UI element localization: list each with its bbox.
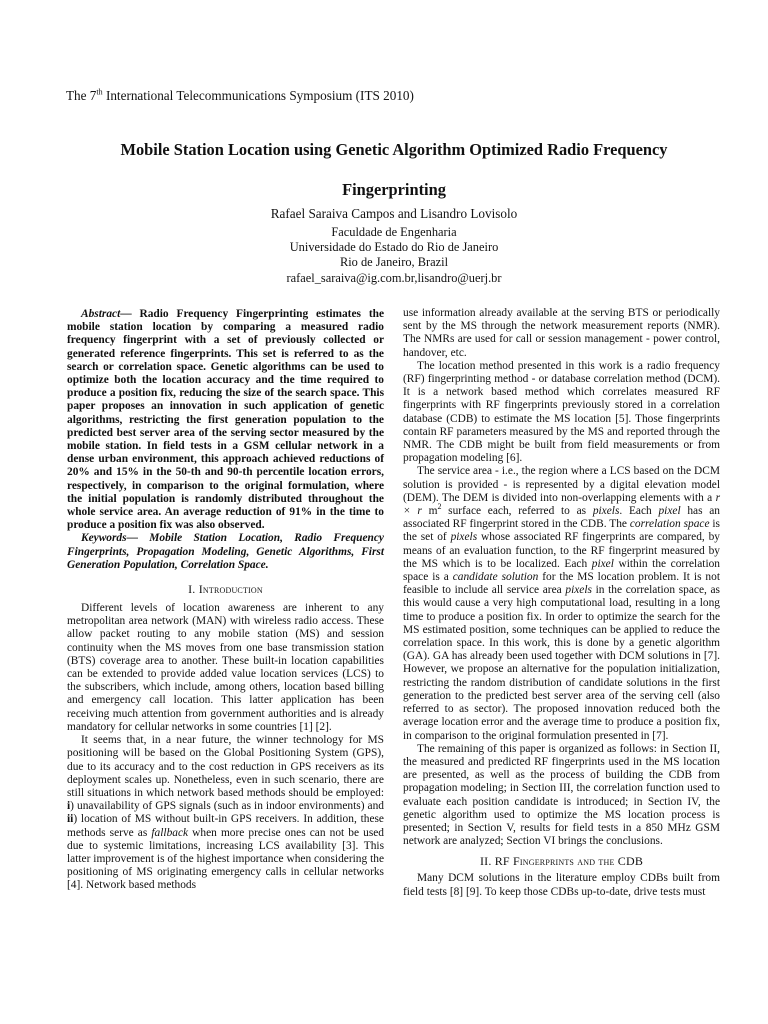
- abstract-label: Abstract: [81, 308, 121, 320]
- affiliation-university: Universidade do Estado do Rio de Janeiro: [289, 240, 499, 255]
- keywords-label: Keywords: [81, 532, 127, 545]
- conference-header: [66, 88, 706, 104]
- abstract: [67, 308, 384, 532]
- intro-paragraph-1: Different levels of location awareness are inherent to any metropolitan area network (MAN) with wireless radio access. These allow packet routing to any mobile station (MS) and session continuity when the MS moves from one base transmission station (BTS) coverage area to another. These built-in location capabilities can be extended to provide added value location services (LCS) to the subscribers, which include, among others, location based billing and emergency call location. This latter application has been receiving much attention from government authorities and is already mandatory for cellular networks in some countries [1] [2].: [67, 602, 384, 733]
- conference-post: International Telecommunications Symposium (ITS 2010): [102, 88, 414, 103]
- left-column: [67, 308, 384, 893]
- right-column: [403, 307, 720, 899]
- intro-paragraph-2: It seems that, in a near future, the winner technology for MS positioning will be based on the Global Positioning System (GPS), due to its accuracy and to the cost reduction in GPS receivers as its deployment scales up. Nonetheless, even in such scenario, there are still situations in which network based methods should be employed: i) unavailability of GPS signals (such as in indoor environments) and ii) location of MS without built-in GPS receivers. In addition, these methods serve as fallback when more precise ones can not be used due to systemic limitations, increasing LCS availability [3]. This latter improvement is of the highest importance when considering the positioning of MS originating emergency calls in cellular networks [4]. Network based methods: [67, 734, 384, 892]
- intro-paragraph-6: The remaining of this paper is organized as follows: in Section II, the measured and predicted RF fingerprints used in the MS location are presented, as well as the process of building the CDB from propagation modeling; in Section III, the correlation function used to evaluate each position candidate is introduced; in Section IV, the genetic algorithm used to optimize the MS location process is presented; in Section V, results for field tests in a 850 MHz GSM network are analyzed; Section VI brings the conclusions.: [403, 742, 720, 848]
- intro-paragraph-5: The service area - i.e., the region where a LCS based on the DCM solution is provided - is represented by a digital elevation model (DEM). The DEM is divided into non-overlapping elements with a r × r $m^2$ surface each, referred to as pixels. Each pixel has an associated RF fingerprint stored in the CDB. The correlation space is the set of pixels whose associated RF fingerprints are compared, by means of an evaluation function, to the RF fingerprint measured by the MS which is to be localized. Each pixel within the correlation space is a candidate solution for the MS location problem. It is not feasible to include all service area pixels in the correlation space, as this would cause a very high computational load, resulting in a long time to produce a position fix. In order to optimize the search for the MS estimated position, some techniques can be applied to reduce the correlation space. In this work, this is done by a genetic algorithm (GA). GA has already been used together with DCM solutions in [7]. However, we propose an alternative for the population initialization, restricting the random distribution of candidate solutions in the first generation to the predicted best server area of the serving cell (also referred to as sector). The proposed innovation reduced both the average location error and the average time to produce a position fix, in comparison to the original formulation presented in [7].: [403, 465, 721, 742]
- conference-pre: The 7: [66, 88, 97, 103]
- intro-paragraph-4: The location method presented in this work is a radio frequency (RF) fingerprinting method - or database correlation method (DCM). It is a network based method which correlates measured RF fingerprints with RF fingerprints previously stored in a correlation database (CDB) to estimate the MS location [5]. Those fingerprints contain RF parameters measured by the MS and reported through the NMR. The CDB might be built from field measurements or from propagation modeling [6].: [403, 359, 720, 465]
- section-heading-introduction: I. Introduction: [188, 582, 263, 597]
- affiliation-city: Rio de Janeiro, Brazil: [339, 255, 449, 270]
- section-heading-rf-fingerprints: II. RF Fingerprints and the CDB: [479, 854, 644, 869]
- title-line-2: Fingerprinting: [342, 180, 446, 199]
- author-names: Rafael Saraiva Campos and Lisandro Lovisolo: [270, 206, 518, 221]
- section2-paragraph-1: Many DCM solutions in the literature employ CDBs built from field tests [8] [9]. To keep those CDBs up-to-date, drive tests must: [403, 872, 720, 898]
- affiliation-faculty: Faculdade de Engenharia: [331, 225, 457, 239]
- author-block: [60, 206, 728, 286]
- author-email: rafael_saraiva@ig.com.br,lisandro@uerj.br: [286, 270, 502, 285]
- keywords: [67, 532, 384, 572]
- keywords-text: — Mobile Station Location, Radio Frequency Fingerprints, Propagation Modeling, Genetic Algorithms, First Generation Population, Correlation Space.: [67, 532, 384, 571]
- conference-sup: th: [96, 87, 103, 97]
- abstract-text: Radio Frequency Fingerprinting estimates the mobile station location by comparing a measured radio frequency fingerprint with a set of previously collected or generated reference fingerprints. This set is referred to as the search or correlation space. Genetic algorithms can be used to optimize both the location accuracy and the time required to produce a position fix, reducing the size of the search space. This paper proposes an innovation in such application of genetic algorithms, restricting the first generation population to the predicted best server area of the serving sector measured by the mobile station. In field tests in a GSM cellular network in a dense urban environment, this approach achieved reductions of 20% and 15% in the 50-th and 90-th percentile location errors, respectively, in comparison to the original formulation, where the initial population is randomly distributed throughout the whole service area. An average reduction of 91% in the time to produce a position fix was also observed.: [67, 308, 384, 532]
- intro-paragraph-3: use information already available at the serving BTS or periodically sent by the MS through the network measurement reports (NMR). The NMRs are used for call or session management - power control, handover, etc.: [403, 307, 720, 359]
- paper-title: [60, 130, 728, 210]
- title-line-1: Mobile Station Location using Genetic Algorithm Optimized Radio Frequency: [120, 140, 668, 159]
- abstract-dash: —: [120, 308, 140, 320]
